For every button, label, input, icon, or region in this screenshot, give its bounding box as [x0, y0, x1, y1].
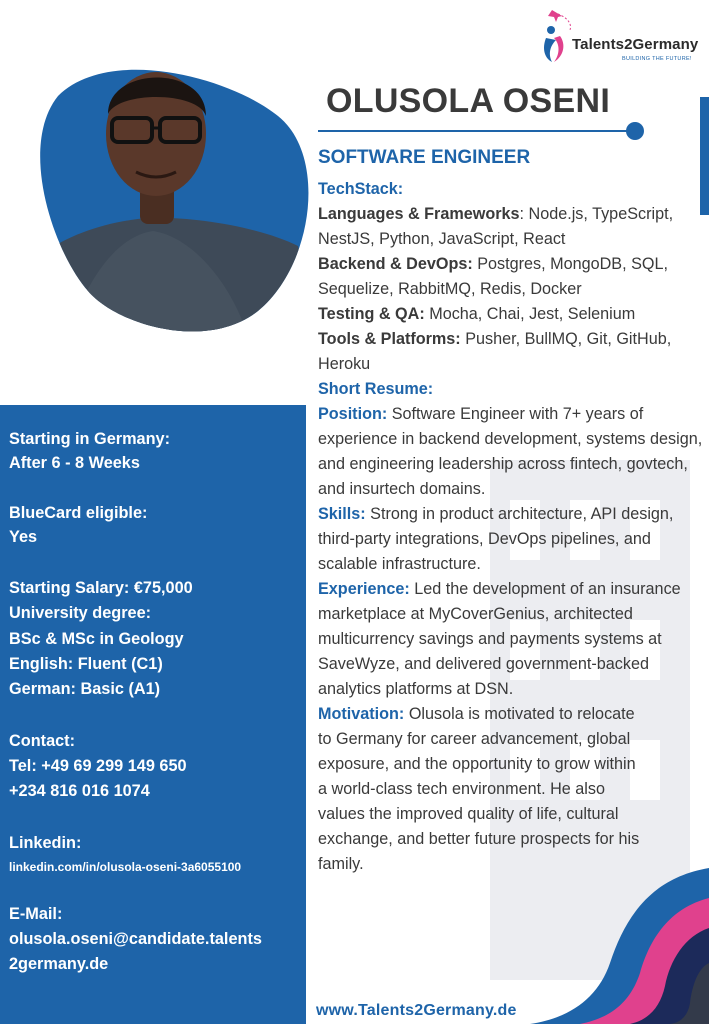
techstack-languages — [318, 202, 704, 252]
techstack-tools — [318, 327, 704, 377]
testing-value: Mocha, Chai, Jest, Selenium — [424, 305, 636, 323]
name-divider — [318, 130, 636, 132]
resume-heading: Short Resume: — [318, 380, 434, 398]
email-link-line2[interactable]: 2germany.de — [9, 955, 109, 973]
backend-value: Postgres, MongoDB, SQL, Sequelize, RabbitMQ, Redis, Docker — [318, 255, 668, 298]
languages-label: Languages & Frameworks — [318, 205, 520, 223]
resume-position — [318, 402, 704, 502]
profile-content — [318, 177, 704, 877]
skills-label: Skills: — [318, 505, 366, 523]
resume-motivation — [318, 702, 648, 877]
german-level: German: Basic (A1) — [9, 680, 161, 698]
candidate-photo — [28, 36, 318, 336]
english-level: English: Fluent (C1) — [9, 655, 163, 673]
starting-label: Starting in Germany: — [9, 430, 171, 448]
phone-germany[interactable]: Tel: +49 69 299 149 650 — [9, 757, 187, 775]
website-link[interactable]: www.Talents2Germany.de — [316, 1002, 517, 1019]
email-link-line1[interactable]: olusola.oseni@candidate.talents — [9, 930, 262, 948]
job-title: SOFTWARE ENGINEER — [318, 147, 531, 168]
email-label: E-Mail: — [9, 905, 63, 923]
decorative-waves — [530, 868, 709, 1024]
resume-skills — [318, 502, 704, 577]
languages-value: : Node.js, TypeScript, NestJS, Python, JavaScript, React — [318, 205, 674, 248]
motivation-value: Olusola is motivated to relocate to Germany for career advancement, global exposure, and the opportunity to grow within a world-class tech environment. He also values the improved quality of life, cultural exchange, and better future prospects for his family. — [318, 705, 640, 873]
techstack-testing — [318, 302, 704, 327]
position-label: Position: — [318, 405, 388, 423]
skills-value: Strong in product architecture, API design, third-party integrations, DevOps pipelines, and scalable infrastructure. — [318, 505, 674, 573]
candidate-name: OLUSOLA OSENI — [326, 82, 611, 120]
contact-label: Contact: — [9, 732, 76, 750]
salary: Starting Salary: €75,000 — [9, 579, 193, 597]
backend-label: Backend & DevOps: — [318, 255, 473, 273]
linkedin-label: Linkedin: — [9, 834, 82, 852]
linkedin-link[interactable]: linkedin.com/in/olusola-oseni-3a6055100 — [9, 860, 242, 874]
sidebar-panel — [0, 405, 306, 1024]
experience-value: Led the development of an insurance marketplace at MyCoverGenius, architected multicurrency savings and payments systems at SaveWyze, and delivered government-backed analytics platforms at DSN. — [318, 580, 681, 698]
motivation-label: Motivation: — [318, 705, 405, 723]
degree-value: BSc & MSc in Geology — [9, 630, 184, 648]
testing-label: Testing & QA: — [318, 305, 425, 323]
bluecard-label: BlueCard eligible: — [9, 504, 148, 522]
degree-label: University degree: — [9, 604, 152, 622]
logo-tagline: BUILDING THE FUTURE! — [622, 56, 692, 62]
name-divider-dot — [626, 122, 644, 140]
position-value: Software Engineer with 7+ years of experience in backend development, systems design, and engineering leadership across fintech, govtech, and insurtech domains. — [318, 405, 703, 498]
experience-label: Experience: — [318, 580, 410, 598]
resume-experience — [318, 577, 704, 702]
phone-nigeria[interactable]: +234 816 016 1074 — [9, 782, 150, 800]
tools-label: Tools & Platforms: — [318, 330, 461, 348]
techstack-heading: TechStack: — [318, 180, 404, 198]
logo-wordmark: Talents2Germany — [572, 36, 699, 53]
starting-value: After 6 - 8 Weeks — [9, 454, 140, 472]
tools-value: Pusher, BullMQ, Git, GitHub, Heroku — [318, 330, 672, 373]
techstack-backend — [318, 252, 704, 302]
bluecard-value: Yes — [9, 528, 38, 546]
